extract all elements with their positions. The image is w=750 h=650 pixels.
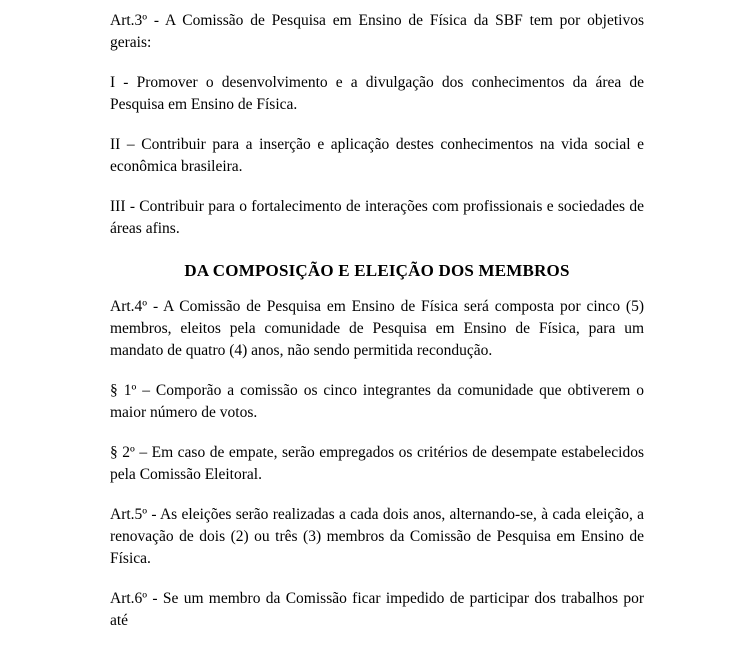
paragraph-1: § 1º – Comporão a comissão os cinco integrantes da comunidade que obtiverem o maior número de votos. <box>110 382 644 421</box>
section-heading: DA COMPOSIÇÃO E ELEIÇÃO DOS MEMBROS <box>184 261 570 280</box>
objective-ii-paragraph: II – Contribuir para a inserção e aplicação destes conhecimentos na vida social e econômica brasileira. <box>110 136 644 175</box>
document-page <box>110 10 644 650</box>
objective-i-paragraph: I - Promover o desenvolvimento e a divulgação dos conhecimentos da área de Pesquisa em Ensino de Física. <box>110 74 644 113</box>
art-3-paragraph: Art.3º - A Comissão de Pesquisa em Ensino de Física da SBF tem por objetivos gerais: <box>110 12 644 51</box>
art-6-paragraph: Art.6º - Se um membro da Comissão ficar impedido de participar dos trabalhos por até <box>110 590 644 629</box>
art-4-paragraph: Art.4º - A Comissão de Pesquisa em Ensino de Física será composta por cinco (5) membros, eleitos pela comunidade de Pesquisa em Ensino de Física, para um mandato de quatro (4) anos, não sendo permitida recondução. <box>110 298 644 359</box>
paragraph-2: § 2º – Em caso de empate, serão empregados os critérios de desempate estabelecidos pela Comissão Eleitoral. <box>110 444 644 483</box>
objective-iii-paragraph: III - Contribuir para o fortalecimento de interações com profissionais e sociedades de áreas afins. <box>110 198 644 237</box>
art-5-paragraph: Art.5º - As eleições serão realizadas a cada dois anos, alternando-se, à cada eleição, a renovação de dois (2) ou três (3) membros da Comissão de Pesquisa em Ensino de Física. <box>110 506 644 567</box>
